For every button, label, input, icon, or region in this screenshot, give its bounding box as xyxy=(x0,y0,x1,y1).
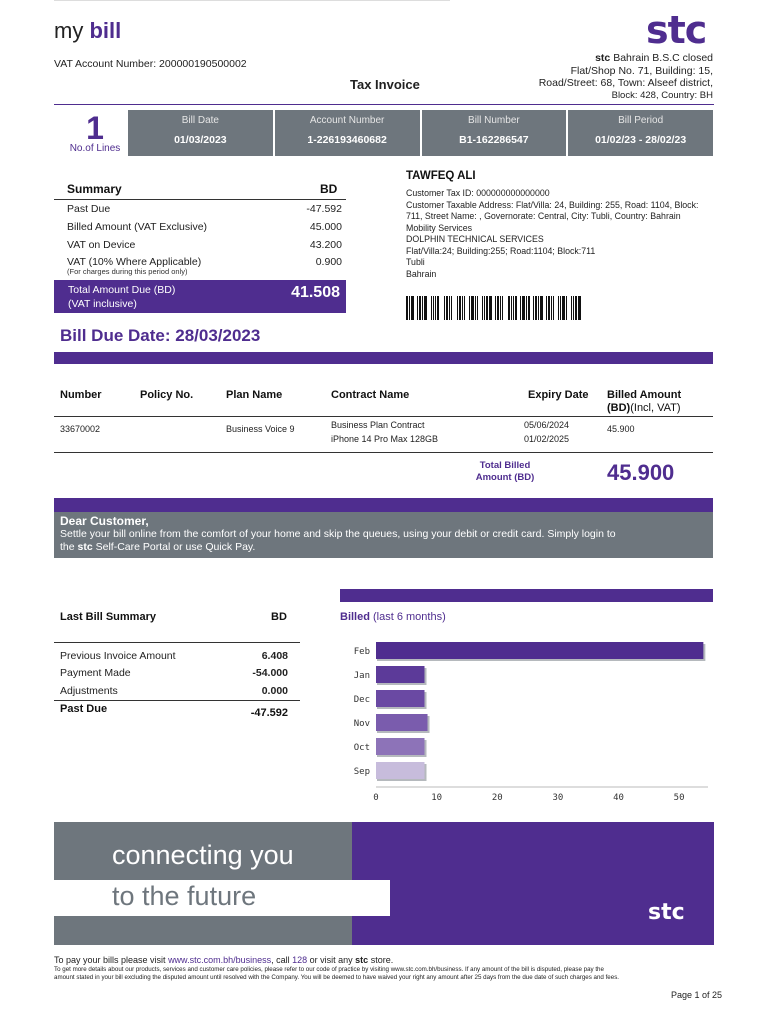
bill-info-label: Bill Period xyxy=(618,115,664,126)
col-header-expiry: Expiry Date xyxy=(528,389,589,401)
total-amount-value: 41.508 xyxy=(291,284,340,301)
banner-purple-panel xyxy=(352,822,714,945)
x-tick-label: 40 xyxy=(613,793,624,803)
barcode-bar xyxy=(522,296,525,320)
barcode-bar xyxy=(449,296,450,320)
customer-detail-line: Flat/Villa:24; Building:255; Road:1104; Block:711 xyxy=(406,245,596,256)
bill-date-cell xyxy=(128,110,273,156)
message-title: Dear Customer, xyxy=(60,514,149,528)
barcode-bar xyxy=(546,296,547,320)
summary-currency: BD xyxy=(320,182,338,196)
page-number: Page 1 of 25 xyxy=(671,990,723,1000)
table-footer-divider xyxy=(54,452,713,453)
banner-line2: to the future xyxy=(112,881,257,911)
barcode-bar xyxy=(500,296,501,320)
chart-top-bar xyxy=(340,589,713,602)
barcode-bar xyxy=(409,296,410,320)
col-header-contract: Contract Name xyxy=(331,389,410,401)
last-bill-row-label: Payment Made xyxy=(60,667,131,679)
barcode-bar xyxy=(464,296,465,320)
barcode-bar xyxy=(489,296,492,320)
barcode-bar xyxy=(544,296,545,320)
footer-pay-info xyxy=(54,955,393,965)
bill-info-value: 1-226193460682 xyxy=(307,134,387,146)
chart-title-bold: Billed xyxy=(340,611,370,623)
barcode-bar xyxy=(568,296,570,320)
barcode-bar xyxy=(457,296,458,320)
bill-period-cell xyxy=(568,110,713,156)
bill-info-bar xyxy=(128,110,713,156)
bill-due-date: Bill Due Date: 28/03/2023 xyxy=(60,326,261,345)
bar-oct xyxy=(376,738,424,755)
last-bill-title: Last Bill Summary xyxy=(60,611,156,623)
barcode-bar xyxy=(440,296,443,320)
col-header-policy: Policy No. xyxy=(140,389,194,401)
bill-info-label: Bill Number xyxy=(468,115,520,126)
barcode-bar xyxy=(535,296,537,320)
company-address-line: Road/Street: 68, Town: Alseef district, xyxy=(538,77,713,89)
last-bill-divider xyxy=(54,642,300,643)
barcode-bar xyxy=(531,296,532,320)
barcode-bar xyxy=(422,296,423,320)
customer-detail-line: Customer Taxable Address: Flat/Villa: 24, Building: 255, Road: 1104, Block: 711, Street Name: , Governorate: Central, City: Tubli, Country: Bahrain xyxy=(406,199,699,221)
footer-text: To pay your bills please visit xyxy=(54,955,169,965)
lines-count: 1 xyxy=(86,110,104,146)
customer-detail-line: Mobility Services xyxy=(406,222,472,233)
row-amount: 45.900 xyxy=(607,424,635,434)
total-billed-label-1: Total Billed xyxy=(479,460,531,471)
barcode-bar xyxy=(435,296,436,320)
footer-fine-print: To get more details about our products, services and customer care policies, please refer to our code of practice by visiting www.stc.com.bh/business. If any amount of the bill is disputed, please pay the amount stated in your bill excluding the disputed amount until resolved with the Company. You will be deemed to have waived your right any amount after 25 days from the due date of such charges and fees. xyxy=(54,966,620,981)
total-billed-label xyxy=(455,460,555,484)
lines-label: No.of Lines xyxy=(69,143,121,154)
summary-row-label: VAT on Device xyxy=(67,239,136,251)
row-expiry: 05/06/2024 xyxy=(524,420,570,430)
barcode-bar xyxy=(431,296,432,320)
barcode-bar xyxy=(415,296,416,320)
barcode-bar xyxy=(459,296,461,320)
message-top-bar xyxy=(54,498,713,512)
summary-divider xyxy=(54,199,346,200)
barcode-bar xyxy=(466,296,468,320)
bill-info-value: B1-162286547 xyxy=(459,134,529,146)
barcode-bar xyxy=(453,296,456,320)
summary-row-value: 43.200 xyxy=(309,239,342,251)
barcode-bar xyxy=(444,296,445,320)
y-tick-label: Dec xyxy=(353,695,370,705)
barcode-bar xyxy=(495,296,496,320)
barcode-bar xyxy=(575,296,577,320)
col-header-plan: Plan Name xyxy=(226,389,283,401)
summary-row xyxy=(67,221,342,233)
barcode-bar xyxy=(578,296,581,320)
x-tick-label: 30 xyxy=(552,793,564,803)
bill-info-label: Bill Date xyxy=(181,115,219,126)
barcode-bar xyxy=(486,296,488,320)
barcode-bar xyxy=(533,296,534,320)
row-contract: iPhone 14 Pro Max 128GB xyxy=(331,434,439,444)
row-expiry: 01/02/2025 xyxy=(524,434,570,444)
footer-phone: 128 xyxy=(292,955,308,965)
barcode-bar xyxy=(515,296,517,320)
message-stc: stc xyxy=(77,540,93,553)
barcode-bar xyxy=(528,296,530,320)
brand-bill-text: bill xyxy=(89,18,122,43)
billed-unit-rest: (Incl, VAT) xyxy=(630,402,681,414)
summary-row-value: -47.592 xyxy=(306,203,342,215)
barcode-bar xyxy=(411,296,414,320)
barcode-bar xyxy=(479,296,481,320)
barcode-bar xyxy=(462,296,463,320)
last-bill-row-label: Adjustments xyxy=(60,685,118,697)
barcode-bar xyxy=(482,296,483,320)
barcode-bar xyxy=(555,296,557,320)
chart-title xyxy=(340,611,446,623)
barcode-bar xyxy=(558,296,559,320)
bill-number-cell xyxy=(422,110,567,156)
barcode-bar xyxy=(551,296,552,320)
barcode-bar xyxy=(484,296,485,320)
last-bill-past-due xyxy=(60,703,288,719)
row-plan: Business Voice 9 xyxy=(226,424,295,434)
x-tick-label: 20 xyxy=(491,793,503,803)
x-tick-label: 50 xyxy=(673,793,685,803)
bar-dec xyxy=(376,690,424,707)
barcode-bar xyxy=(573,296,574,320)
bill-info-label: Account Number xyxy=(309,115,385,126)
barcode-bar xyxy=(424,296,427,320)
summary-title: Summary xyxy=(67,182,122,196)
barcode-bar xyxy=(511,296,512,320)
company-name-rest: Bahrain B.S.C closed xyxy=(610,52,713,64)
company-address-line: Flat/Shop No. 71, Building: 15, xyxy=(570,64,713,77)
banner-stc-logo: stc xyxy=(648,900,685,925)
footer-text: or visit any xyxy=(307,955,356,965)
barcode-bar xyxy=(548,296,550,320)
col-header-billed: Billed Amount xyxy=(607,389,682,401)
customer-detail-line: Tubli xyxy=(406,257,425,267)
past-due-label: Past Due xyxy=(60,703,108,715)
top-divider xyxy=(54,0,450,1)
stc-logo: stc xyxy=(646,8,707,52)
last-bill-divider xyxy=(54,700,300,701)
tax-invoice-title: Tax Invoice xyxy=(350,77,420,92)
customer-name: TAWFEQ ALI xyxy=(406,170,476,182)
last-bill-row-value: 6.408 xyxy=(261,650,288,662)
message-body xyxy=(60,528,707,553)
chart-title-rest: (last 6 months) xyxy=(369,611,446,623)
summary-row-label: Past Due xyxy=(67,203,111,215)
last-bill-row-value: -54.000 xyxy=(252,667,288,679)
summary-row xyxy=(67,239,342,251)
barcode-bar xyxy=(553,296,554,320)
bill-info-value: 01/02/23 - 28/02/23 xyxy=(595,134,687,146)
col-header-number: Number xyxy=(60,389,102,401)
barcode-bar xyxy=(502,296,503,320)
barcode-bar xyxy=(419,296,421,320)
barcode-bar xyxy=(508,296,510,320)
customer-detail-line: Customer Tax ID: 000000000000000 xyxy=(406,188,550,198)
last-bill-row xyxy=(60,685,288,697)
barcode-bar xyxy=(513,296,514,320)
last-bill-row xyxy=(60,667,288,679)
barcode-bar xyxy=(406,296,408,320)
barcode-bar xyxy=(437,296,439,320)
barcode-image xyxy=(406,296,589,320)
last-bill-row-value: 0.000 xyxy=(261,685,288,697)
y-tick-label: Sep xyxy=(353,767,370,777)
y-tick-label: Feb xyxy=(353,647,370,657)
last-bill-row-label: Previous Invoice Amount xyxy=(60,650,176,662)
barcode-bar xyxy=(526,296,527,320)
barcode-bar xyxy=(538,296,539,320)
my-bill-logo xyxy=(54,18,121,44)
banner-line1: connecting you xyxy=(112,840,294,870)
x-tick-label: 10 xyxy=(431,793,443,803)
barcode-bar xyxy=(477,296,478,320)
barcode-bar xyxy=(571,296,572,320)
summary-row-value: 0.900 xyxy=(315,256,342,268)
bar-jan xyxy=(376,666,424,683)
header-divider xyxy=(54,104,714,105)
brand-my-text: my xyxy=(54,18,84,43)
company-name-bold: stc xyxy=(595,52,611,64)
y-tick-label: Nov xyxy=(353,719,370,729)
row-number: 33670002 xyxy=(60,424,101,434)
total-label-vat: (VAT inclusive) xyxy=(68,298,137,310)
barcode-bar xyxy=(471,296,474,320)
billed-bar-chart xyxy=(340,630,713,805)
due-date-bar xyxy=(54,352,713,364)
barcode-bar xyxy=(451,296,452,320)
barcode-bar xyxy=(566,296,567,320)
summary-row-value: 45.000 xyxy=(309,221,342,233)
barcode-bar xyxy=(582,296,583,320)
barcode-bar xyxy=(469,296,470,320)
col-header-billed-unit xyxy=(607,402,681,414)
total-billed-amount: 45.900 xyxy=(607,460,675,485)
message-line2-pre: the xyxy=(60,540,78,553)
footer-text: , call xyxy=(271,955,293,965)
row-contract: Business Plan Contract xyxy=(331,420,425,430)
customer-detail-line: Bahrain xyxy=(406,268,437,279)
total-amount-due xyxy=(54,280,346,313)
barcode-bar xyxy=(497,296,499,320)
barcode-bar xyxy=(562,296,565,320)
summary-row-label: Billed Amount (VAT Exclusive) xyxy=(67,221,208,233)
summary-row-label: VAT (10% Where Applicable) xyxy=(67,256,202,268)
barcode-bar xyxy=(475,296,476,320)
barcode-bar xyxy=(540,296,543,320)
barcode-bar xyxy=(518,296,519,320)
last-bill-row xyxy=(60,650,288,662)
barcode-bar xyxy=(417,296,418,320)
footer-text: store. xyxy=(368,955,394,965)
billed-unit-bold: (BD) xyxy=(607,402,631,414)
y-tick-label: Oct xyxy=(353,743,370,753)
barcode-bar xyxy=(560,296,561,320)
customer-detail-line: DOLPHIN TECHNICAL SERVICES xyxy=(406,234,544,244)
total-billed-label-2: Amount (BD) xyxy=(475,472,535,483)
barcode-bar xyxy=(433,296,434,320)
total-label: Total Amount Due (BD) xyxy=(68,284,176,296)
barcode-bar xyxy=(428,296,430,320)
company-address-line: Block: 428, Country: BH xyxy=(611,89,713,101)
message-line2-post: Self-Care Portal or use Quick Pay. xyxy=(92,540,256,553)
barcode-bar xyxy=(520,296,521,320)
barcode-bar xyxy=(493,296,494,320)
footer-stc: stc xyxy=(355,955,369,965)
barcode-bar xyxy=(504,296,507,320)
footer-link[interactable]: www.stc.com.bh/business xyxy=(168,955,272,965)
table-header-divider xyxy=(54,416,713,417)
x-tick-label: 0 xyxy=(373,793,379,803)
barcode-bar xyxy=(446,296,448,320)
bar-sep xyxy=(376,762,424,779)
bar-nov xyxy=(376,714,428,731)
customer-message xyxy=(54,512,713,558)
last-bill-currency: BD xyxy=(271,611,287,623)
company-address xyxy=(539,52,713,102)
customer-details xyxy=(406,188,711,280)
message-line1: Settle your bill online from the comfort of your home and skip the queues, using your debit or credit card. Simply login to xyxy=(60,528,616,540)
vat-account-number: VAT Account Number: 200000190500002 xyxy=(54,58,247,70)
y-tick-label: Jan xyxy=(353,671,370,681)
account-number-cell xyxy=(275,110,420,156)
bill-info-value: 01/03/2023 xyxy=(174,134,227,146)
bar-feb xyxy=(376,642,703,659)
past-due-value: -47.592 xyxy=(250,707,288,719)
summary-note: (For charges during this period only) xyxy=(67,267,188,276)
summary-row xyxy=(67,203,342,215)
